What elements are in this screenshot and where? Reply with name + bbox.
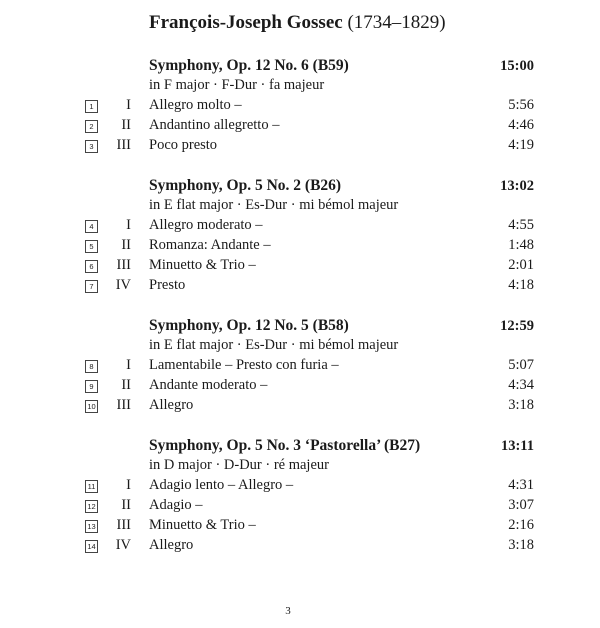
track-row (0, 537, 600, 557)
track-duration: 2:01 (508, 257, 534, 273)
track-row (0, 517, 600, 537)
track-row (0, 117, 600, 137)
track-number-box: 10 (85, 400, 98, 413)
movement-number: I (126, 357, 131, 373)
track-number-box: 13 (85, 520, 98, 533)
composer-dates: (1734–1829) (347, 12, 446, 33)
work-total-duration: 12:59 (500, 318, 534, 334)
movement-number: II (121, 497, 131, 513)
work-title: Symphony, Op. 5 No. 2 (B26) (149, 177, 342, 194)
track-title: Adagio lento – Allegro – (149, 477, 294, 493)
movement-number: IV (115, 537, 131, 553)
work-key: in F major · F-Dur · fa majeur (149, 77, 325, 93)
track-row (0, 357, 600, 377)
work-total-duration: 13:11 (500, 438, 534, 454)
track-number-box: 12 (85, 500, 98, 513)
track-title: Allegro (149, 537, 194, 553)
track-title: Allegro (149, 397, 194, 413)
work-title: Symphony, Op. 5 No. 3 ‘Pastorella’ (B27) (149, 437, 421, 454)
track-row (0, 477, 600, 497)
track-duration: 4:18 (508, 277, 534, 293)
movement-number: III (116, 517, 131, 533)
page-number: 3 (285, 605, 291, 617)
track-title: Andante moderato – (149, 377, 268, 393)
track-duration: 1:48 (508, 237, 534, 253)
track-number-box: 1 (85, 100, 98, 113)
composer-heading (149, 12, 446, 34)
track-number-box: 3 (85, 140, 98, 153)
track-title: Adagio – (149, 497, 203, 513)
track-duration: 4:34 (508, 377, 534, 393)
movement-number: III (116, 257, 131, 273)
work-key: in D major · D-Dur · ré majeur (149, 457, 329, 473)
track-title: Allegro molto – (149, 97, 242, 113)
movement-number: I (126, 97, 131, 113)
work-total-duration: 13:02 (500, 178, 534, 194)
track-row (0, 377, 600, 397)
track-title: Minuetto & Trio – (149, 517, 256, 533)
track-duration: 4:46 (508, 117, 534, 133)
track-duration: 2:16 (508, 517, 534, 533)
track-duration: 5:56 (508, 97, 534, 113)
track-row (0, 397, 600, 417)
movement-number: IV (115, 277, 131, 293)
track-duration: 3:07 (508, 497, 534, 513)
track-number-box: 6 (85, 260, 98, 273)
track-number-box: 9 (85, 380, 98, 393)
work-title: Symphony, Op. 12 No. 6 (B59) (149, 57, 349, 74)
track-row (0, 137, 600, 157)
movement-number: I (126, 217, 131, 233)
track-number-box: 8 (85, 360, 98, 373)
track-duration: 4:31 (508, 477, 534, 493)
track-number-box: 11 (85, 480, 98, 493)
movement-number: II (121, 237, 131, 253)
track-title: Minuetto & Trio – (149, 257, 256, 273)
track-row (0, 237, 600, 257)
work-key: in E flat major · Es-Dur · mi bémol majeur (149, 337, 399, 353)
movement-number: III (116, 137, 131, 153)
track-number-box: 14 (85, 540, 98, 553)
track-row (0, 217, 600, 237)
track-title: Presto (149, 277, 186, 293)
track-number-box: 7 (85, 280, 98, 293)
track-duration: 3:18 (508, 397, 534, 413)
movement-number: II (121, 117, 131, 133)
track-row (0, 97, 600, 117)
track-number-box: 5 (85, 240, 98, 253)
work-total-duration: 15:00 (500, 58, 534, 74)
movement-number: I (126, 477, 131, 493)
track-title: Lamentabile – Presto con furia – (149, 357, 339, 373)
track-number-box: 4 (85, 220, 98, 233)
track-row (0, 257, 600, 277)
movement-number: III (116, 397, 131, 413)
composer-name: François-Joseph Gossec (149, 12, 343, 33)
track-duration: 3:18 (508, 537, 534, 553)
movement-number: II (121, 377, 131, 393)
track-number-box: 2 (85, 120, 98, 133)
track-row (0, 497, 600, 517)
track-title: Andantino allegretto – (149, 117, 280, 133)
track-title: Allegro moderato – (149, 217, 263, 233)
track-title: Romanza: Andante – (149, 237, 271, 253)
track-title: Poco presto (149, 137, 218, 153)
work-title: Symphony, Op. 12 No. 5 (B58) (149, 317, 349, 334)
track-duration: 4:19 (508, 137, 534, 153)
track-duration: 4:55 (508, 217, 534, 233)
track-row (0, 277, 600, 297)
work-key: in E flat major · Es-Dur · mi bémol majeur (149, 197, 399, 213)
track-duration: 5:07 (508, 357, 534, 373)
